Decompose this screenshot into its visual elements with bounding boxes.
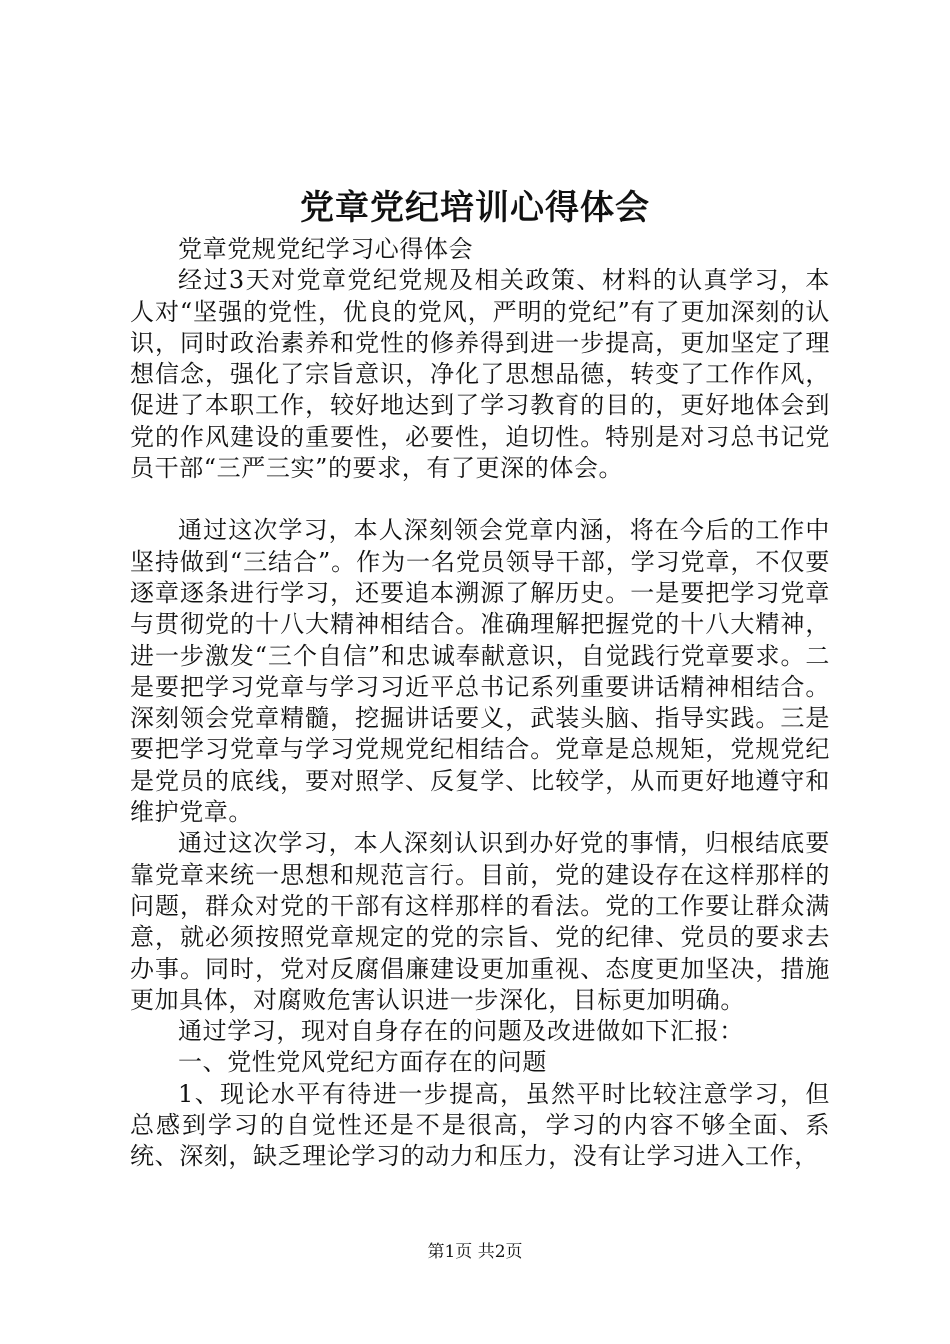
paragraph-intro: 经过3天对党章党纪党规及相关政策、材料的认真学习，本人对“坚强的党性，优良的党风，严明的党纪”有了更加深刻的认识，同时政治素养和党性的修养得到进一步提高，更加坚定了理想信念，强化了宗旨意识，净化了思想品德，转变了工作作风，促进了本职工作，较好地达到了学习教育的目的，更好地体会到党的作风建设的重要性，必要性，迫切性。特别是对习总书记党员干部“三严三实”的要求，有了更深的体会。 bbox=[130, 266, 830, 483]
paragraph-three-combinations: 通过这次学习，本人深刻领会党章内涵，将在今后的工作中坚持做到“三结合”。作为一名党员领导干部，学习党章，不仅要逐章逐条进行学习，还要追本溯源了解历史。一是要把学习党章与贯彻党的十八大精神相结合。准确理解把握党的十八大精神，进一步激发“三个自信”和忠诚奉献意识，自觉践行党章要求。二是要把学习党章与学习习近平总书记系列重要讲话精神相结合。深刻领会党章精髓，挖掘讲话要义，武装头脑、指导实践。三是要把学习党章与学习党规党纪相结合。党章是总规矩，党规党纪是党员的底线，要对照学、反复学、比较学，从而更好地遵守和维护党章。 bbox=[130, 516, 830, 827]
paragraph-subtitle: 党章党规党纪学习心得体会 bbox=[178, 235, 474, 263]
section-heading-problems: 一、党性党风党纪方面存在的问题 bbox=[178, 1048, 547, 1077]
paragraph-party-building: 通过这次学习，本人深刻认识到办好党的事情，归根结底要靠党章来统一思想和规范言行。目前，党的建设存在这样那样的问题，群众对党的干部有这样那样的看法。党的工作要让群众满意，就必须按照党章规定的党的宗旨、党的纪律、党员的要求去办事。同时，党对反腐倡廉建设更加重视、态度更加坚决，措施更加具体，对腐败危害认识进一步深化，目标更加明确。 bbox=[130, 829, 830, 1014]
document-body bbox=[130, 234, 830, 1173]
document-title: 党章党纪培训心得体会 bbox=[300, 188, 650, 228]
paragraph-problem-1: 1、现论水平有待进一步提高，虽然平时比较注意学习，但总感到学习的自觉性还是不是很高，学习的内容不够全面、系统、深刻，缺乏理论学习的动力和压力，没有让学习进入工作， bbox=[130, 1079, 830, 1171]
page-number-footer: 第1页 共2页 bbox=[427, 1242, 523, 1262]
paragraph-report-intro: 通过学习，现对自身存在的问题及改进做如下汇报： bbox=[178, 1017, 744, 1046]
